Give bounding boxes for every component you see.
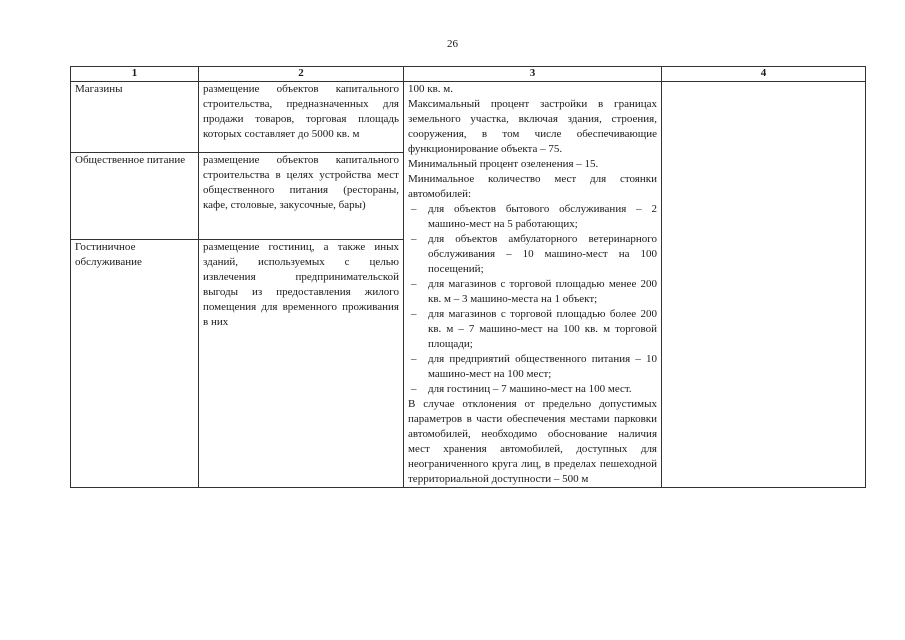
land-use-description: размещение объектов капитального строительства, предназначенных для продажи товаров, торговая площадь которых составляет до 5000 кв. м <box>199 82 404 153</box>
column-header: 3 <box>404 67 662 82</box>
parameters-text: Минимальный процент озеленения – 15. <box>408 158 599 170</box>
land-use-description: размещение гостиниц, а также иных зданий, используемых с целью извлечения предпринимательской выгоды из предоставления жилого помещения для временного проживания в них <box>199 240 404 488</box>
land-use-name: Гостиничное обслуживание <box>71 240 199 488</box>
table-header-row <box>71 67 866 82</box>
parameters-cell <box>404 82 662 488</box>
page-number: 26 <box>447 38 458 50</box>
parameters-text: В случае отклонения от предельно допустимых параметров в части обеспечения местами парковки автомобилей, необходимо обоснование наличия мест хранения автомобилей, доступных для неограниченного круга лиц, в пределах пешеходной территориальной доступности – 500 м <box>408 398 657 485</box>
parking-requirements-list <box>408 202 657 397</box>
list-item: – для объектов бытового обслуживания – 2 машино-мест на 5 работающих; <box>408 202 657 232</box>
list-item: – для предприятий общественного питания – 10 машино-мест на 100 мест; <box>408 352 657 382</box>
list-item: – для магазинов с торговой площадью более 200 кв. м – 7 машино-мест на 100 кв. м торговой площади; <box>408 307 657 352</box>
list-item: – для гостиниц – 7 машино-мест на 100 мест. <box>408 382 657 397</box>
table-row <box>71 82 866 153</box>
list-item: – для магазинов с торговой площадью менее 200 кв. м – 3 машино-места на 1 объект; <box>408 277 657 307</box>
parameters-text: Максимальный процент застройки в границах земельного участка, включая здания, строения, сооружения, в том числе обеспечивающие функционирование объекта – 75. <box>408 98 657 155</box>
parameters-text: 100 кв. м. <box>408 83 453 95</box>
parameters-text: Минимальное количество мест для стоянки автомобилей: <box>408 173 657 200</box>
land-use-name: Общественное питание <box>71 153 199 240</box>
zoning-table <box>70 66 866 488</box>
column-header: 2 <box>199 67 404 82</box>
column-4-cell <box>662 82 866 488</box>
column-header: 4 <box>662 67 866 82</box>
land-use-description: размещение объектов капитального строительства в целях устройства мест общественного питания (рестораны, кафе, столовые, закусочные, бары) <box>199 153 404 240</box>
land-use-name: Магазины <box>71 82 199 153</box>
list-item: – для объектов амбулаторного ветеринарного обслуживания – 10 машино-мест на 100 посещений; <box>408 232 657 277</box>
column-header: 1 <box>71 67 199 82</box>
